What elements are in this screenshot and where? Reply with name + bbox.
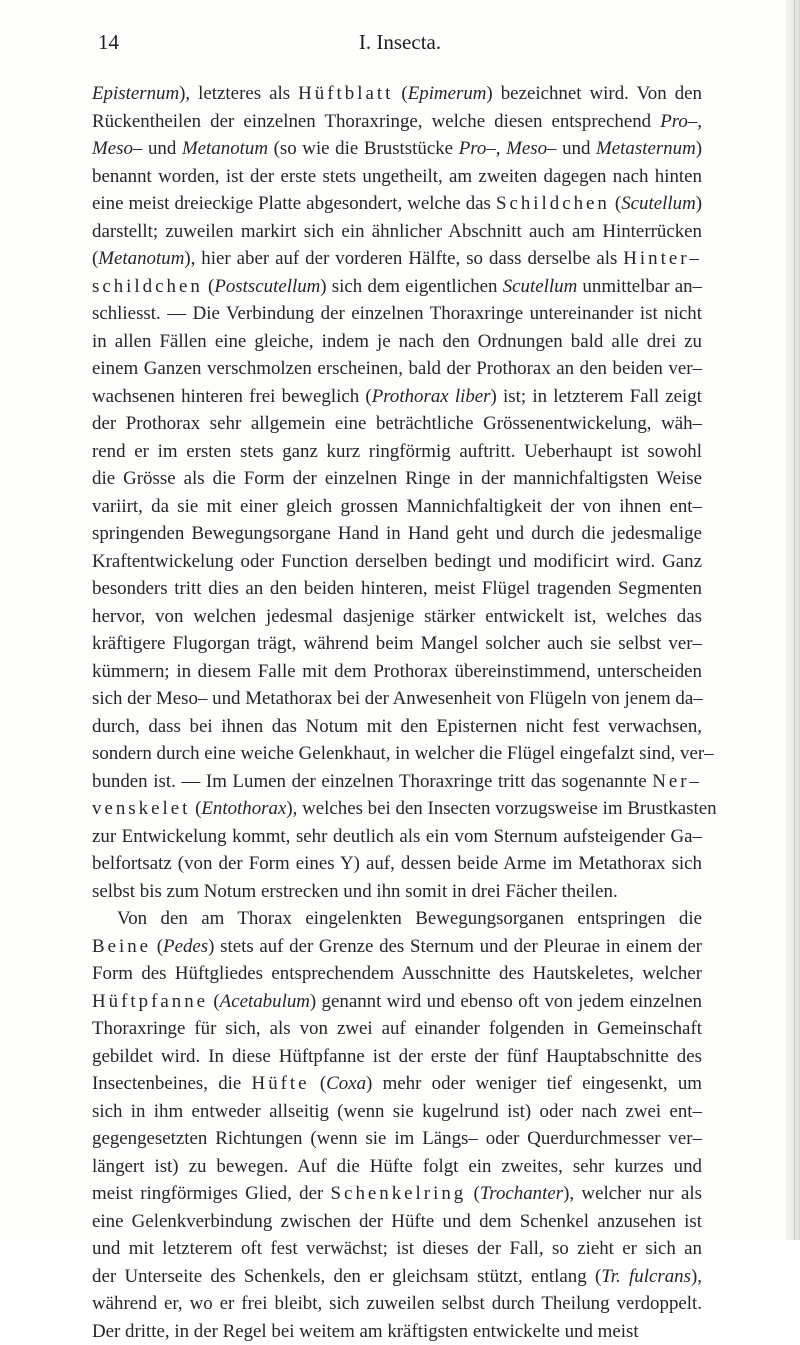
text-run: Thoraxringe für sich, als von zwei auf einander folgenden in Gemeinschaft <box>92 1018 702 1039</box>
text-line <box>92 685 702 713</box>
text-line <box>92 850 702 878</box>
text-line <box>92 658 702 686</box>
text-run: selbst bis zum Notum erstrecken und ihn somit in drei Fächer theilen. <box>92 881 618 902</box>
text-run: längert ist) zu bewegen. Auf die Hüfte folgt ein zweites, sehr kurzes und <box>92 1156 702 1177</box>
italic-term: Tr. fulcrans <box>601 1266 691 1287</box>
text-run: meist ringförmiges Glied, der <box>92 1183 331 1204</box>
text-run: ( <box>92 248 98 269</box>
italic-term: Scutellum <box>621 193 696 214</box>
spaced-term: schildchen <box>92 276 203 297</box>
text-run: und <box>556 138 596 159</box>
italic-term: Pro–, <box>660 111 702 132</box>
text-run: Der dritte, in der Regel bei weitem am kräftigsten entwickelte und meist <box>92 1321 639 1342</box>
italic-term: Pedes <box>163 936 208 957</box>
text-run: ( <box>393 83 407 104</box>
spaced-term: Schenkelring <box>331 1183 467 1204</box>
text-line <box>92 713 702 741</box>
text-run: sich in ihm entweder allseitig (wenn sie kugelrund ist) oder nach zwei ent– <box>92 1101 702 1122</box>
text-line <box>92 1290 702 1318</box>
text-run: der Unterseite des Schenkels, den er gleichsam stützt, entlang ( <box>92 1266 601 1287</box>
text-run: während er, wo er frei bleibt, sich zuweilen selbst durch Theilung verdoppelt. <box>92 1293 702 1314</box>
text-line <box>92 328 702 356</box>
text-run: Von den am Thorax eingelenkten Bewegungsorganen entspringen die <box>117 908 702 929</box>
text-line <box>92 1153 702 1181</box>
text-run: springenden Bewegungsorgane Hand in Hand geht und durch die jedesmalige <box>92 523 702 544</box>
text-run: ( <box>203 276 215 297</box>
text-run: besonders tritt dies an den beiden hinteren, meist Flügel tragenden Segmenten <box>92 578 702 599</box>
text-run: rend er im ersten stets ganz kurz ringförmig auftritt. Ueberhaupt ist sowohl <box>92 441 702 462</box>
text-line <box>92 823 702 851</box>
text-line <box>92 768 702 796</box>
text-run: ( <box>151 936 163 957</box>
text-run: ( <box>466 1183 480 1204</box>
text-run: kräftigere Flugorgan trägt, während beim Mangel solcher auch sie selbst ver– <box>92 633 702 654</box>
text-line <box>92 218 702 246</box>
text-line <box>92 603 702 631</box>
italic-term: Episternum <box>92 83 179 104</box>
text-run: darstellt; zuweilen markirt sich ein ähnlicher Abschnitt auch am Hinterrücken <box>92 221 702 242</box>
text-run: ( <box>310 1073 327 1094</box>
italic-term: Epimerum <box>408 83 487 104</box>
text-line <box>92 1235 702 1263</box>
text-line <box>92 933 702 961</box>
text-line <box>92 795 702 823</box>
spaced-term: Hüfte <box>252 1073 310 1094</box>
text-line <box>92 190 702 218</box>
text-run: ), hier aber auf der vorderen Hälfte, so dass derselbe als <box>184 248 623 269</box>
page-number: 14 <box>98 30 119 55</box>
text-run: ) stets auf der Grenze des Sternum und der Pleurae in einem der <box>208 936 702 957</box>
italic-term: Pro–, Meso– <box>459 138 557 159</box>
italic-term: Acetabulum <box>220 991 310 1012</box>
text-line <box>92 245 702 273</box>
italic-term: Metanotum <box>182 138 268 159</box>
text-run: wachsenen hinteren frei beweglich ( <box>92 386 372 407</box>
text-line <box>92 1318 702 1345</box>
italic-term: Scutellum <box>503 276 578 297</box>
spaced-term: Beine <box>92 936 151 957</box>
text-run: sondern durch eine weiche Gelenkhaut, in welcher die Flügel eingefalzt sind, ver– <box>92 743 714 764</box>
text-line <box>92 1208 702 1236</box>
text-run: Rückentheilen der einzelnen Thoraxringe, welche diesen entsprechend <box>92 111 660 132</box>
text-run: benannt worden, ist der erste stets ungetheilt, am zweiten dagegen nach hinten <box>92 166 702 187</box>
text-line <box>92 960 702 988</box>
running-header <box>0 30 800 54</box>
text-line <box>92 1180 702 1208</box>
text-run: schliesst. — Die Verbindung der einzelnen Thoraxringe untereinander ist nicht <box>92 303 702 324</box>
text-run: die Grösse als die Form der einzelnen Ringe in der mannichfaltigsten Weise <box>92 468 702 489</box>
text-run: und mit letzterem oft fest verwächst; ist dieses der Fall, so zieht er sich an <box>92 1238 702 1259</box>
italic-term: Coxa <box>326 1073 366 1094</box>
text-run: ) <box>696 138 702 159</box>
text-line <box>92 135 702 163</box>
page-edge-line <box>794 0 795 1240</box>
text-line <box>92 1043 702 1071</box>
text-run: bunden ist. — Im Lumen der einzelnen Thoraxringe tritt das sogenannte <box>92 771 652 792</box>
text-run: ) ist; in letzterem Fall zeigt <box>491 386 702 407</box>
text-run: durch, dass bei ihnen das Notum mit den Episternen nicht fest verwachsen, <box>92 716 702 737</box>
text-line <box>92 273 702 301</box>
text-line <box>92 988 702 1016</box>
italic-term: Postscutellum <box>214 276 320 297</box>
text-line <box>92 1015 702 1043</box>
italic-term: Trochanter <box>480 1183 563 1204</box>
text-line <box>92 383 702 411</box>
text-line <box>92 465 702 493</box>
italic-term: Metasternum <box>596 138 696 159</box>
text-run: belfortsatz (von der Form eines Y) auf, dessen beide Arme im Metathorax sich <box>92 853 702 874</box>
text-line <box>92 1098 702 1126</box>
text-line <box>92 300 702 328</box>
text-run: ), welches bei den Insecten vorzugsweise im Brustkasten <box>286 798 716 819</box>
text-line <box>92 1070 702 1098</box>
text-run: ( <box>190 798 201 819</box>
text-line <box>92 493 702 521</box>
text-run: zur Entwickelung kommt, sehr deutlich als ein vom Sternum aufsteigender Ga– <box>92 826 702 847</box>
text-run: ) <box>696 193 702 214</box>
text-run: ), welcher nur als <box>563 1183 702 1204</box>
text-run: der Prothorax sehr allgemein eine beträchtliche Grössenentwickelung, wäh– <box>92 413 702 434</box>
italic-term: Metanotum <box>98 248 184 269</box>
text-run: sich der Meso– und Metathorax bei der Anwesenheit von Flügeln von jenem da– <box>92 688 703 709</box>
body-text <box>92 80 702 1345</box>
text-line <box>92 355 702 383</box>
text-run: kümmern; in diesem Falle mit dem Prothorax übereinstimmend, unterscheiden <box>92 661 702 682</box>
text-run: gegengesetzten Richtungen (wenn sie im Längs– oder Querdurchmesser ver– <box>92 1128 702 1149</box>
text-run: eine meist dreieckige Platte abgesondert, welche das <box>92 193 496 214</box>
text-run: (so wie die Bruststücke <box>268 138 459 159</box>
italic-term: Meso– <box>92 138 142 159</box>
text-line <box>92 438 702 466</box>
text-run: variirt, da sie mit einer gleich grossen Mannichfaltigkeit der von ihnen ent– <box>92 496 702 517</box>
text-run: Insectenbeines, die <box>92 1073 252 1094</box>
text-line <box>92 1263 702 1291</box>
text-line <box>92 548 702 576</box>
text-run: und <box>142 138 182 159</box>
text-run: ) mehr oder weniger tief eingesenkt, um <box>366 1073 702 1094</box>
text-line <box>92 1125 702 1153</box>
spaced-term: venskelet <box>92 798 190 819</box>
running-title: I. Insecta. <box>0 30 800 55</box>
italic-term: Entothorax <box>201 798 286 819</box>
spaced-term: Hinter– <box>623 248 702 269</box>
text-line <box>92 630 702 658</box>
text-run: einem Ganzen verschmolzen erscheinen, bald der Prothorax an den beiden ver– <box>92 358 702 379</box>
text-line <box>92 108 702 136</box>
text-line <box>92 740 702 768</box>
text-run: hervor, von welchen jedesmal dasjenige stärker entwickelt ist, welches das <box>92 606 702 627</box>
text-line <box>92 80 702 108</box>
text-run: ) bezeichnet wird. Von den <box>486 83 702 104</box>
spaced-term: Schildchen <box>496 193 610 214</box>
spaced-term: Hüftblatt <box>298 83 393 104</box>
text-run: eine Gelenkverbindung zwischen der Hüfte und dem Schenkel anzusehen ist <box>92 1211 702 1232</box>
text-line <box>92 410 702 438</box>
text-run: ), letzteres als <box>179 83 298 104</box>
spaced-term: Hüftpfanne <box>92 991 208 1012</box>
text-line <box>92 520 702 548</box>
text-run: Form des Hüftgliedes entsprechendem Ausschnitte des Hautskeletes, welcher <box>92 963 702 984</box>
text-line <box>92 878 702 906</box>
page-edge-shadow <box>786 0 800 1240</box>
text-run: Kraftentwickelung oder Function derselben bedingt und modificirt wird. Ganz <box>92 551 702 572</box>
text-run: ) genannt wird und ebenso oft von jedem einzelnen <box>310 991 702 1012</box>
text-run: ), <box>691 1266 702 1287</box>
text-run: in allen Fällen eine gleiche, indem je nach den Ordnungen bald alle drei zu <box>92 331 702 352</box>
spaced-term: Ner– <box>652 771 702 792</box>
text-line <box>92 163 702 191</box>
text-run: gebildet wird. In diese Hüftpfanne ist der erste der fünf Hauptabschnitte des <box>92 1046 702 1067</box>
text-run: ( <box>208 991 220 1012</box>
italic-term: Prothorax liber <box>372 386 491 407</box>
text-line <box>92 905 702 933</box>
text-run: unmittelbar an– <box>577 276 702 297</box>
text-line <box>92 575 702 603</box>
text-run: ) sich dem eigentlichen <box>320 276 502 297</box>
text-run: ( <box>610 193 621 214</box>
